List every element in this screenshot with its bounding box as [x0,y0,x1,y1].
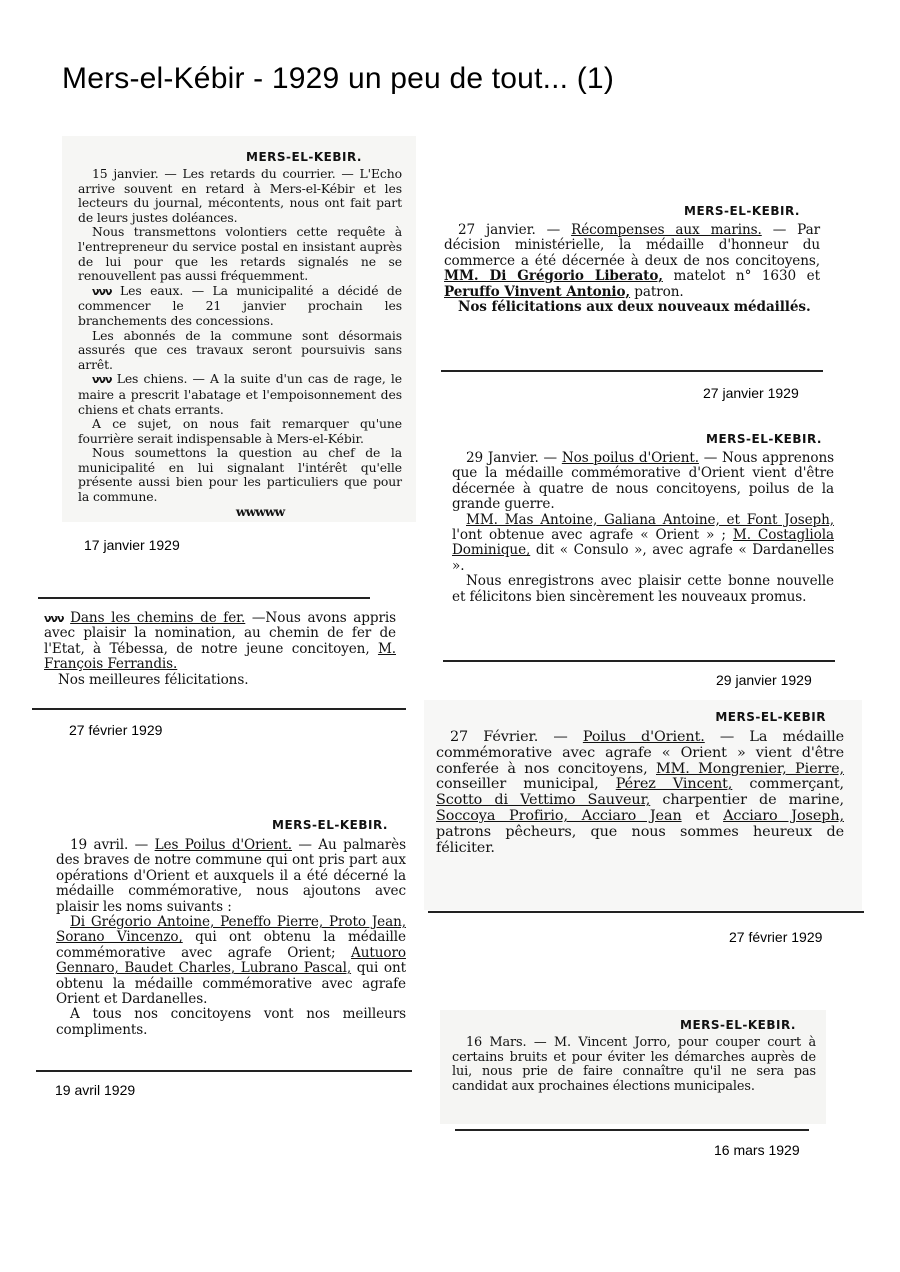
clipping-date: 29 janvier 1929 [716,672,812,688]
clipping-text: — Nous apprenons que la médaille commémorative d'Orient vient d'être décernée à quatre de nous concitoyens, poilus de la grande guerre. [452,450,834,513]
clipping-date: 16 mars 1929 [714,1142,800,1158]
clipping-16-mars [440,1010,826,1124]
clipping-text: et [681,807,724,824]
clipping-text: Les eaux. — La municipalité a décidé de commencer le 21 janvier prochain les branchements des concessions. [78,282,403,328]
clipping-text: commerçant, [732,776,844,793]
clipping-19-avril [42,818,408,1056]
divider [36,1070,412,1072]
clipping-date: 27 février 1929 [69,722,163,738]
clipping-header: MERS-EL-KEBIR. [684,204,800,218]
person-name: M. François Ferrandis. [44,640,396,673]
person-names: MM. Mas Antoine, Galiana Antoine, et Font Joseph, [466,511,834,528]
clipping-paragraph [444,223,820,300]
clipping-text: charpentier de marine, [650,792,844,809]
clipping-text: qui ont obtenu la médaille commémorative avec agrafe Orient et Dardanelles. [56,960,406,1008]
clipping-paragraph: 16 Mars. — M. Vincent Jorro, pour couper court à certains bruits et pour éviter les démarches auprès de lui, nous prie de faire connaître qu'il ne sera pas candidat aux prochaines élections municipales. [452,1035,816,1094]
clipping-header: MERS-EL-KEBIR [715,710,826,724]
divider [441,370,823,372]
clipping-text: — Au palmarès des braves de notre commune qui ont pris part aux opérations d'Orient et auxquels il a été décerné la médaille commémorative, nous ajoutons avec plaisir les noms suivants : [56,837,406,915]
clipping-date: 27 février 1929 [729,929,823,945]
divider [455,1129,809,1131]
clipping-header: MERS-EL-KEBIR. [272,818,388,832]
clipping-27-janvier [438,204,824,356]
clipping-text: 19 avril. — [70,837,155,853]
clipping-paragraph [56,838,406,915]
section-mark: ννν [92,373,112,387]
clipping-heading: Récompenses aux marins. [571,222,762,238]
clipping-paragraph: Nous enregistrons avec plaisir cette bonne nouvelle et félicitons bien sincèrement les nouveaux promus. [452,573,834,605]
clipping-text: — La médaille commémorative avec agrafe « Orient » vient d'être conferée à nos concitoyens, [436,729,844,777]
clipping-paragraph: Nous transmettons volontiers cette requête à l'entrepreneur du service postal en insistant auprès de lui pour que les retards signalés ne se renouvellent pas aussi fréquemment. [78,224,402,284]
person-name: MM. Mongrenier, Pierre, [655,760,844,777]
clipping-text: 29 Janvier. — [466,450,562,466]
clipping-date: 17 janvier 1929 [84,537,180,553]
clipping-text: Les chiens. — A la suite d'un cas de rage, le maire a prescrit l'abatage et l'empoisonnement des chiens et chats errants. [78,371,402,417]
person-name: Scotto di Vettimo Sauveur, [436,792,651,809]
clipping-paragraph [452,451,834,513]
clipping-paragraph: Nos félicitations aux deux nouveaux médaillés. [458,299,811,316]
clipping-paragraph [78,284,402,329]
person-names: Di Grégorio Antoine, Peneffo Pierre, Proto Jean, Sorano Vincenzo, [56,914,406,946]
clipping-paragraph [56,915,406,1007]
clipping-header: MERS-EL-KEBIR. [680,1018,796,1032]
clipping-heading: Nos poilus d'Orient. [561,450,699,466]
person-name: Acciaro Joseph, [723,807,844,824]
clipping-text: qui ont obtenu la médaille commémorative avec agrafe Orient; [56,929,406,961]
person-name: Peruffo Vinvent Antonio, [444,283,631,300]
clipping-29-janvier [444,432,836,646]
clipping-paragraph: 15 janvier. — Les retards du courrier. — L'Echo arrive souvent en retard à Mers-el-Kébir et les lecteurs du journal, mécontents, nous ont fait part de leurs justes doléances. [78,166,402,225]
clipping-text: conseiller municipal, [436,776,616,793]
person-names: Autuoro Gennaro, Baudet Charles, Lubrano Pascal, [56,944,406,977]
clipping-text: patron. [630,283,684,300]
clipping-paragraph: A ce sujet, on nous fait remarquer qu'une fourrière serait indispensable à Mers-el-Kébir. [78,416,402,446]
person-name: Soccoya Profirio, Acciaro Jean [436,807,682,824]
section-mark: ννν [44,612,64,625]
clipping-chemins-de-fer [32,611,404,699]
clipping-paragraph: A tous nos concitoyens vont nos meilleurs compliments. [56,1006,406,1038]
ornament: wwwww [235,503,285,519]
divider [428,911,864,913]
clipping-paragraph [452,513,834,575]
clipping-paragraph: Nous soumettons la question au chef de la municipalité en lui signalant l'intérêt qu'elle présente aussi bien pour les particuliers que pour la commune. [78,445,402,505]
clipping-text: — Par décision ministérielle, la médaille d'honneur du commerce a été décernée à deux de nos concitoyens, [444,222,820,269]
clipping-paragraph: Les abonnés de la commune sont désormais assurés que ces travaux seront poursuivis sans arrêt. [78,327,402,372]
clipping-15-janvier [62,136,416,522]
clipping-text: —Nous avons appris avec plaisir la nomination, au chemin de fer de l'Etat, à Tébessa, de notre jeune concitoyen, [44,610,396,657]
clipping-text: patrons pêcheurs, que nous sommes heureux de féliciter. [436,823,844,856]
clipping-date: 19 avril 1929 [55,1082,136,1098]
clipping-paragraph [78,372,402,417]
section-mark: ννν [92,284,112,298]
clipping-text: 27 Février. — [450,729,583,745]
clipping-27-fevrier [424,700,862,910]
clipping-heading: Dans les chemins de fer. [70,610,246,626]
person-name: MM. Di Grégorio Liberato, [444,268,663,285]
divider [38,597,370,599]
clipping-paragraph [436,730,844,856]
divider [443,660,835,662]
clipping-paragraph: Nos meilleures félicitations. [58,671,249,688]
clipping-text: 27 janvier. — [458,222,572,238]
clipping-text: l'ont obtenue avec agrafe « Orient » ; [452,527,733,544]
clipping-heading: Poilus d'Orient. [582,729,705,745]
person-name: Pérez Vincent, [615,776,733,793]
person-name: M. Costagliola Dominique, [452,527,834,559]
clipping-text: dit « Consulo », avec agrafe « Dardanelles ». [452,542,834,574]
clipping-paragraph [44,611,396,673]
clipping-date: 27 janvier 1929 [703,385,799,401]
clipping-text: matelot n° 1630 et [662,268,820,285]
page-title: Mers-el-Kébir - 1929 un peu de tout... (1) [62,62,615,95]
divider [32,708,406,710]
clipping-header: MERS-EL-KEBIR. [706,432,822,446]
clipping-header: MERS-EL-KEBIR. [246,150,362,164]
clipping-heading: Les Poilus d'Orient. [154,837,292,853]
